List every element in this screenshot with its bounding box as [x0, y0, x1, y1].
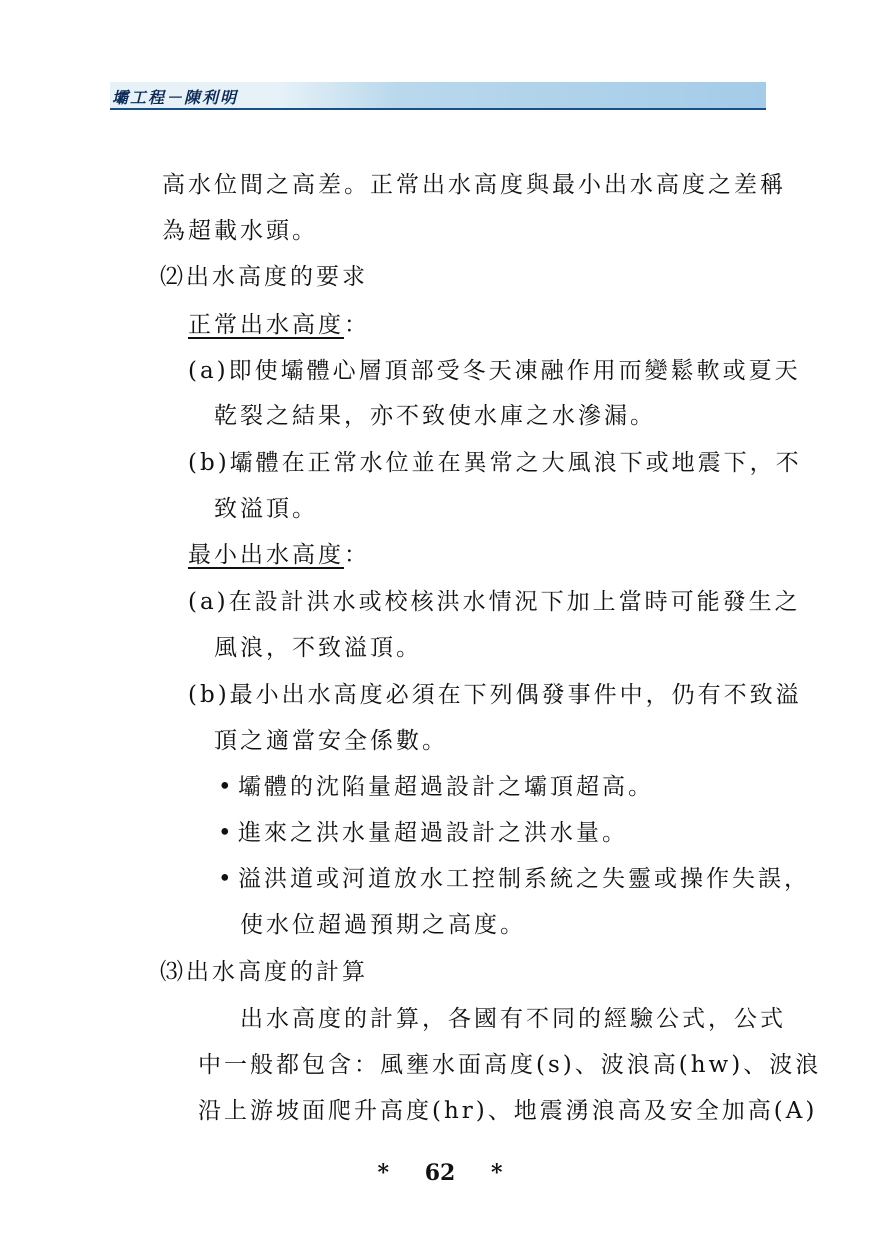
text-line-1: 高水位間之高差。正常出水高度與最小出水高度之差稱: [162, 172, 786, 198]
text-line-2: 為超載水頭。: [162, 218, 318, 244]
min-freeboard-label: 最小出水高度: [188, 542, 344, 568]
text-line-6: 乾裂之結果，亦不致使水庫之水滲漏。: [214, 403, 656, 429]
text-line-19: 出水高度的計算，各國有不同的經驗公式，公式: [240, 1006, 786, 1032]
bullet-icon: •: [218, 866, 235, 892]
footer-star-right: *: [490, 1160, 503, 1186]
bullet-item-1: [218, 772, 654, 802]
text-line-5: (a)即使壩體心層頂部受冬天凍融作用而變鬆軟或夏天: [188, 358, 801, 384]
bullet-item-2: [218, 818, 628, 848]
text-line-17: 使水位超過預期之高度。: [240, 912, 526, 938]
page-footer: [0, 1160, 880, 1186]
bullet-text: 溢洪道或河道放水工控制系統之失靈或操作失誤，: [238, 866, 810, 892]
footer-star-left: *: [377, 1160, 390, 1186]
bullet-item-3: [218, 864, 810, 894]
bullet-text: 壩體的沈陷量超過設計之壩頂超高。: [238, 774, 654, 800]
text-line-8: 致溢頂。: [214, 496, 318, 522]
bullet-text: 進來之洪水量超過設計之洪水量。: [238, 820, 628, 846]
section-2-heading: ⑵出水高度的要求: [160, 264, 368, 290]
page-number: 62: [424, 1160, 456, 1186]
bullet-icon: •: [218, 820, 235, 846]
text-line-11: 風浪，不致溢頂。: [214, 635, 422, 661]
normal-freeboard-heading: [188, 310, 370, 340]
text-line-21: 沿上游坡面爬升高度(hr)、地震湧浪高及安全加高(A): [198, 1098, 818, 1124]
colon: ：: [344, 542, 370, 568]
text-line-20: 中一般都包含：風壅水面高度(s)、波浪高(hw)、波浪: [198, 1052, 822, 1078]
bullet-icon: •: [218, 774, 235, 800]
text-line-12: (b)最小出水高度必須在下列偶發事件中，仍有不致溢: [188, 682, 802, 708]
text-line-10: (a)在設計洪水或校核洪水情況下加上當時可能發生之: [188, 589, 801, 615]
text-line-7: (b)壩體在正常水位並在異常之大風浪下或地震下，不: [188, 450, 802, 476]
min-freeboard-heading: [188, 540, 370, 570]
colon: ：: [344, 312, 370, 338]
header-title: 壩工程－陳利明: [112, 88, 239, 107]
normal-freeboard-label: 正常出水高度: [188, 312, 344, 338]
section-3-heading: ⑶出水高度的計算: [160, 959, 368, 985]
running-header: [110, 82, 766, 110]
text-line-13: 頂之適當安全係數。: [214, 728, 448, 754]
